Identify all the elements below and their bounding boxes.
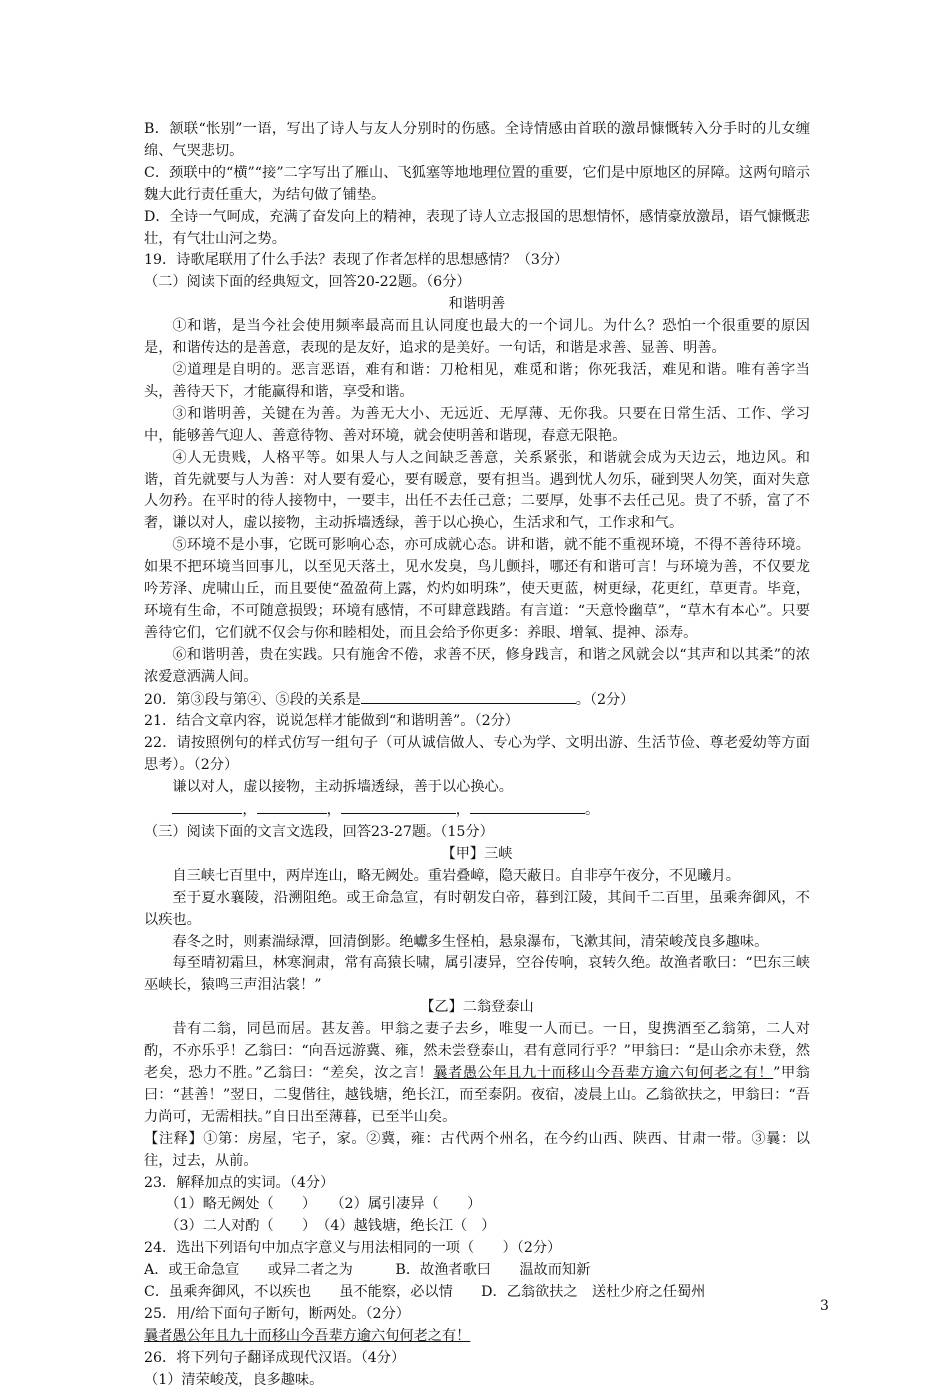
option-c: C．颈联中的“横”“接”二字写出了雁山、飞狐塞等地地理位置的重要，它们是中原地区的屏障。这两句暗示魏大此行责任重大，为结句做了铺垫。 [144,164,810,203]
text-b-paragraph: 昔有二翁，同邑而居。甚友善。甲翁之妻子去乡，唯叟一人而已。一日，叟携酒至乙翁第，二人对酌，不亦乐乎！乙翁曰：“向吾远游冀、雍，然未尝登泰山，君有意同行乎？”甲翁曰：“是山余亦未登，然老矣，恐力不胜。”乙翁曰：“差矣，汝之言！曩者愚公年且九十而移山今吾辈方逾六旬何老之有！”甲翁曰：“甚善！”翌日，二叟偕往，越钱塘，绝长江，而至泰阴。夜宿，凌晨上山。乙翁欲扶之，甲翁曰：“吾力尚可，无需相扶。”自日出至薄暮，已至半山矣。 [144,1021,810,1125]
question-24-options-ab: A．或王命急宣 或异二者之为 B．故渔者歌曰 温故而知新 [144,1262,591,1279]
annotation: 【注释】①第：房屋，宅子，家。②冀，雍：古代两个州名，在今约山西、陕西、甘肃一带。③曩：以往，过去，从前。 [144,1130,810,1169]
question-23-items-1-2: （1）略无阙处（ ） （2）属引凄异（ ） [165,1196,482,1213]
question-25: 25．用/给下面句子断句，断两处。（2分） [144,1305,410,1322]
page-number: 3 [820,1298,829,1314]
imitation-blanks: ， ， ， 。 [144,799,810,822]
section-3-heading: （三）阅读下面的文言文选段，回答23-27题。（15分） [144,824,494,840]
question-24-options-cd: C．虽乘奔御风，不以疾也 虽不能察，必以情 D．乙翁欲扶之 送杜少府之任蜀州 [144,1284,706,1301]
essay-paragraph-2: ②道理是自明的。恶言恶语，难有和谐：刀枪相见，难觅和谐；你死我活，难见和谐。唯有善字当头，善待天下，才能赢得和谐，享受和谐。 [144,361,810,400]
essay-paragraph-6: ⑥和谐明善，贵在实践。只有施舍不倦，求善不厌，修身践言，和谐之风就会以“其声和以其柔”的浓浓爱意洒满人间。 [144,646,810,685]
document-body [144,119,810,1392]
option-b: B．颔联“怅别”一语，写出了诗人与友人分别时的伤感。全诗情感由首联的激昂慷慨转入分手时的儿女缠绵、气哭悲切。 [144,121,810,159]
underlined-sentence: 曩者愚公年且九十而移山今吾辈方逾六旬何老之有！ [433,1064,774,1081]
question-21: 21．结合文章内容，说说怎样才能做到“和谐明善”。（2分） [144,713,519,730]
essay-paragraph-5: ⑤环境不是小事，它既可影响心态，亦可成就心态。讲和谐，就不能不重视环境，不得不善待环境。如果不把环境当回事儿，以至见天落土，见水发臭，鸟儿颤抖，哪还有和谐可言！与环境为善，不仅要龙吟芳泽、虎啸山丘，而且要使“盈盈荷上露，灼灼如明珠”，使天更蓝，树更绿，花更红，草更青。毕竟，环境有生命，不可随意损毁；环境有感情，不可肆意践踏。有言道：“天意怜幽草”，“草木有本心”。只要善待它们，它们就不仅会与你和睦相处，而且会给予你更多：养眼、增氧、提神、添寿。 [144,537,810,641]
text-a-paragraph-2: 至于夏水襄陵，沿溯阻绝。或王命急宣，有时朝发白帝，暮到江陵，其间千二百里，虽乘奔御风，不以疾也。 [144,889,810,928]
answer-blank[interactable] [361,689,576,704]
question-25-sentence: 曩者愚公年且九十而移山今吾辈方逾六旬何老之有！ [144,1327,471,1344]
answer-blank[interactable] [341,799,456,814]
answer-blank[interactable] [470,799,585,814]
option-d: D．全诗一气呵成，充满了奋发向上的精神，表现了诗人立志报国的思想情怀，感情豪放激昂，语气慷慨悲壮，有气壮山河之势。 [144,208,810,247]
text-a-paragraph-3: 春冬之时，则素湍绿潭，回清倒影。绝巘多生怪柏，悬泉瀑布，飞漱其间，清荣峻茂良多趣味。 [172,933,769,950]
question-22: 22．请按照例句的样式仿写一组句子（可从诚信做人、专心为学、文明出游、生活节俭、尊老爱幼等方面思考）。（2分） [144,735,810,774]
question-23: 23．解释加点的实词。（4分） [144,1174,335,1191]
text-a-paragraph-1: 自三峡七百里中，两岸连山，略无阙处。重岩叠嶂，隐天蔽日。自非亭午夜分，不见曦月。 [172,867,740,884]
text-a-paragraph-4: 每至晴初霜旦，林寒涧肃，常有高猿长啸，属引凄异，空谷传响，哀转久绝。故渔者歌曰：“巴东三峡巫峡长，猿鸣三声泪沾裳！” [144,955,810,994]
answer-blank[interactable] [257,799,327,814]
example-sentence: 谦以对人，虚以接物，主动拆墙透绿，善于以心换心。 [172,779,513,796]
answer-blank[interactable] [172,799,242,814]
question-26: 26．将下列句子翻译成现代汉语。（4分） [144,1349,406,1366]
essay-title: 和谐明善 [448,296,506,313]
text-a-title: 【甲】三峡 [441,845,513,862]
question-19: 19．诗歌尾联用了什么手法？表现了作者怎样的思想感情？（3分） [144,252,569,269]
essay-paragraph-3: ③和谐明善，关键在为善。为善无大小、无远近、无厚薄、无你我。只要在日常生活、工作、学习中，能够善气迎人、善意待物、善对环境，就会使明善和谐现，春意无限艳。 [144,405,810,444]
essay-paragraph-4: ④人无贵贱，人格平等。如果人与人之间缺乏善意，关系紧张，和谐就会成为天边云，地边风。和谐，首先就要与人为善：对人要有爱心，要有暖意，要有担当。遇到忧人勿乐，碰到哭人勿笑，面对失意人勿矜。在平时的待人接物中，一要丰，出任不去任己意；二要厚，处事不去任己见。贵了不骄，富了不奢，谦以对人，虚以接物，主动拆墙透绿，善于以心换心，生活求和气，工作求和气。 [144,449,810,532]
question-26-item-1: （1）清荣峻茂，良多趣味。 [144,1371,324,1388]
question-20: 20．第③段与第④、⑤段的关系是 。（2分） [144,689,810,712]
question-24: 24．选出下列语句中加点字意义与用法相同的一项（ ）（2分） [144,1240,562,1257]
section-2-heading: （二）阅读下面的经典短文，回答20-22题。（6分） [144,274,471,291]
question-23-items-3-4: （3）二人对酌（ ） （4）越钱塘，绝长江（ ） [165,1218,496,1235]
essay-paragraph-1: ①和谐，是当今社会使用频率最高而且认同度也最大的一个词儿。为什么？恐怕一个很重要的原因是，和谐传达的是善意，表现的是友好，追求的是美好。一句话，和谐是求善、显善、明善。 [144,318,810,357]
text-b-title: 【乙】二翁登泰山 [420,999,534,1016]
